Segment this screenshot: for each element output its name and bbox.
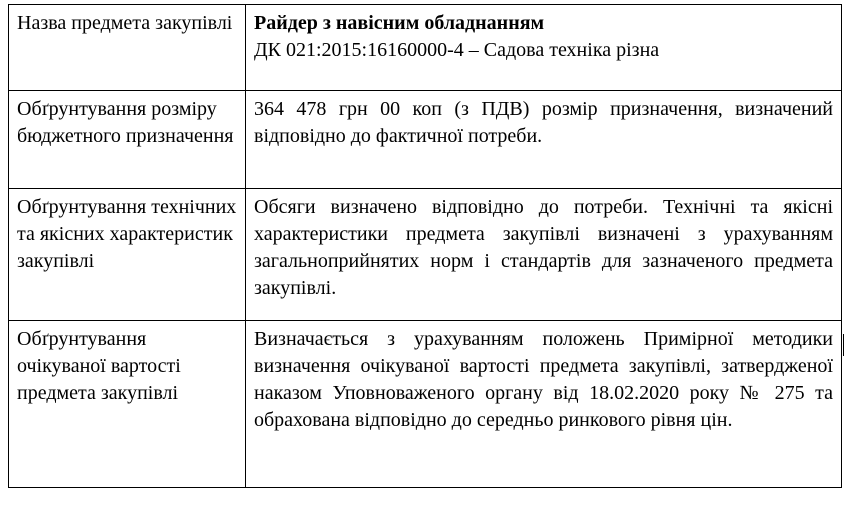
table-row bbox=[9, 91, 842, 189]
table-row bbox=[9, 321, 842, 488]
procurement-justification-table bbox=[8, 4, 842, 488]
row-value-procurement-name bbox=[246, 5, 842, 91]
procurement-cpv-code: ДК 021:2015:16160000-4 – Садова техніка різна bbox=[254, 39, 660, 61]
table-row bbox=[9, 5, 842, 91]
table-row bbox=[9, 189, 842, 321]
table-edge-mark bbox=[843, 334, 844, 356]
row-label-budget-justification: Обґрунтування розміру бюджетного призначення bbox=[9, 91, 246, 189]
row-value-technical-justification: Обсяги визначено відповідно до потреби. Технічні та якісні характеристики предмета закупівлі визначені з урахуванням загальноприйнятих норм і стандартів для зазначеного предмета закупівлі. bbox=[246, 189, 842, 321]
row-value-budget-justification: 364 478 грн 00 коп (з ПДВ) розмір призначення, визначений відповідно до фактичної потреби. bbox=[246, 91, 842, 189]
row-label-cost-justification: Обґрунтування очікуваної вартості предмета закупівлі bbox=[9, 321, 246, 488]
procurement-title: Райдер з навісним обладнанням bbox=[254, 12, 545, 34]
row-label-technical-justification: Обґрунтування технічних та якісних характеристик закупівлі bbox=[9, 189, 246, 321]
row-label-procurement-name: Назва предмета закупівлі bbox=[9, 5, 246, 91]
row-value-cost-justification: Визначається з урахуванням положень Примірної методики визначення очікуваної вартості предмета закупівлі, затвердженої наказом Уповноваженого органу від 18.02.2020 року № 275 та обрахована відповідно до середньо ринкового рівня цін. bbox=[246, 321, 842, 488]
